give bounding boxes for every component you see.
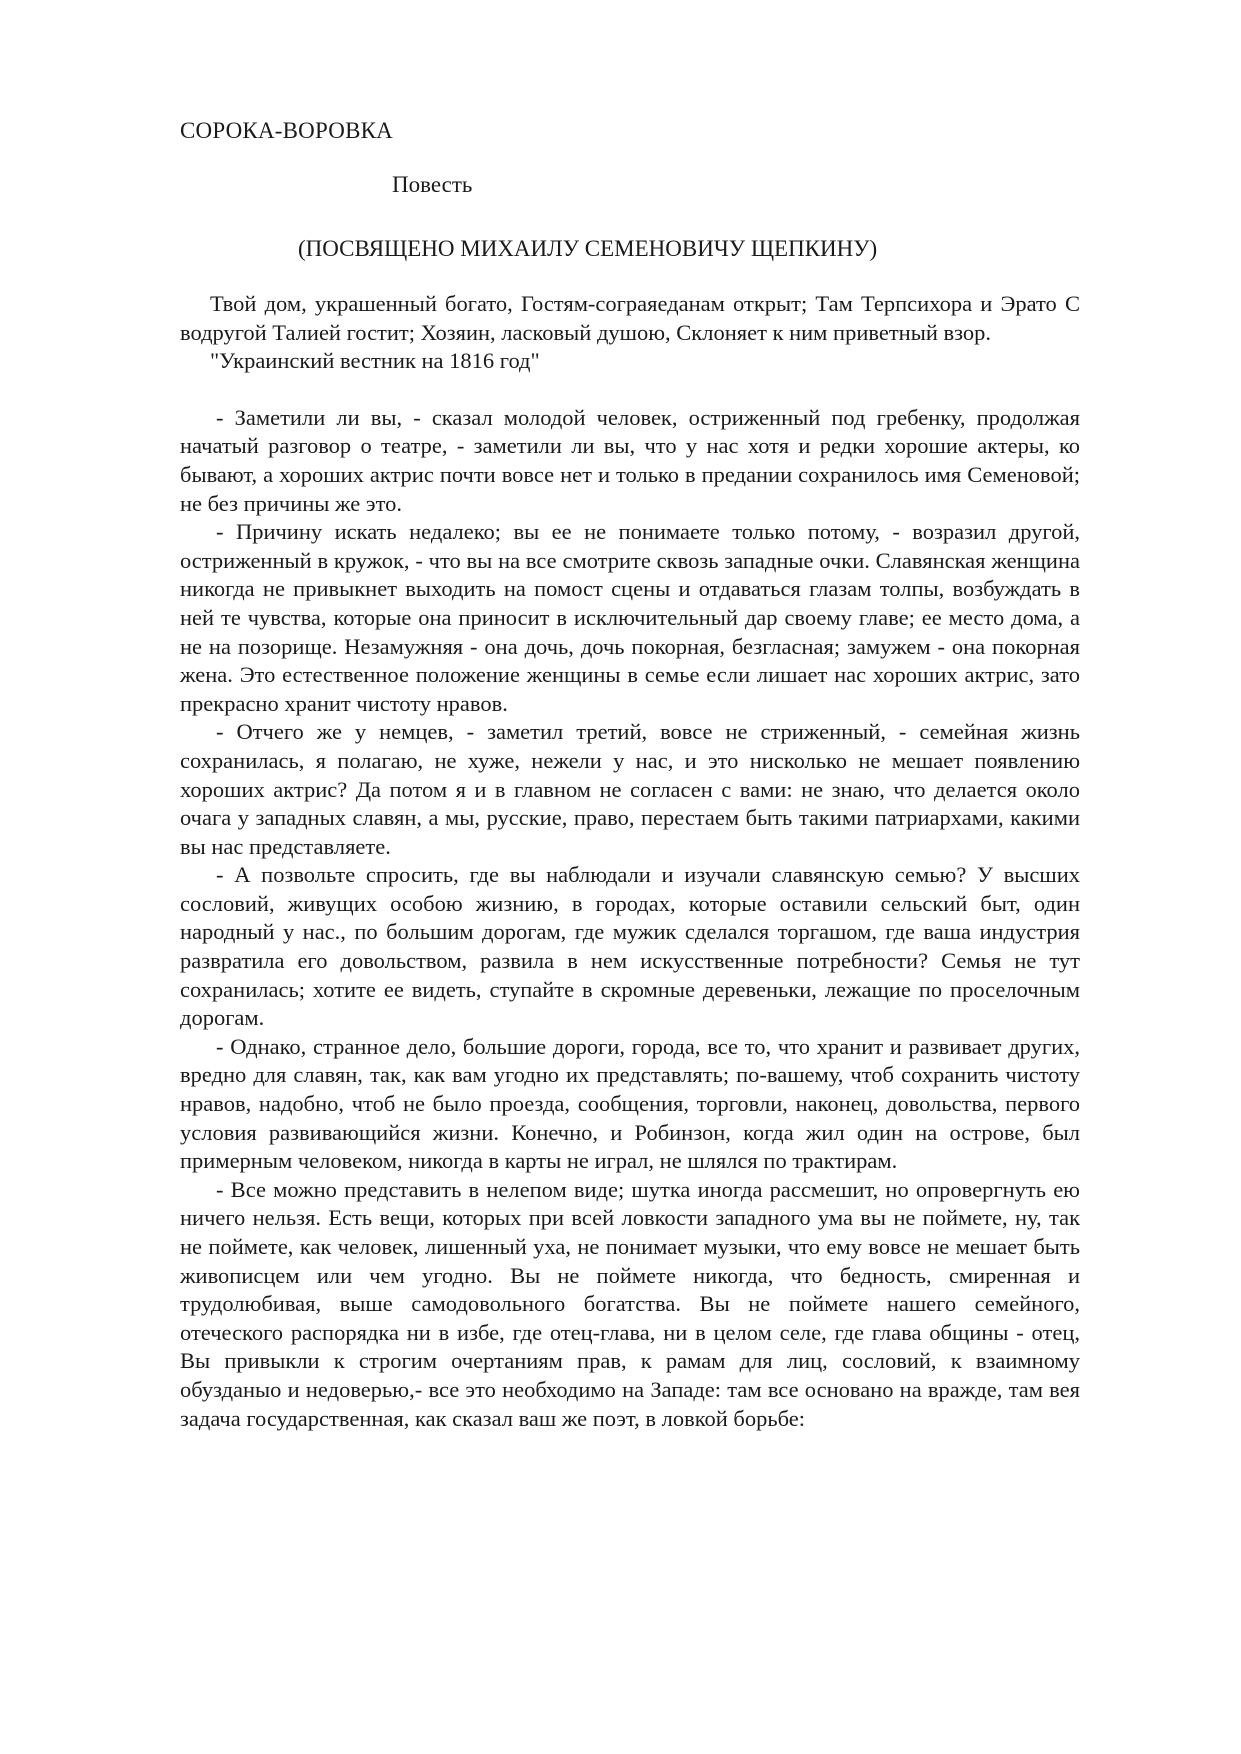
paragraph: - Отчего же у немцев, - заметил третий, вовсе не стриженный, - семейная жизнь сохранилась, я полагаю, не хуже, нежели у нас, и это нисколько не мешает появлению хороших актрис? Да потом я и в главном не согласен с вами: не знаю, что делается около очага у западных славян, а мы, русские, право, перестаем быть такими патриархами, какими вы нас представляете. (180, 719, 1080, 859)
paragraph: - А позвольте спросить, где вы наблюдали и изучали славянскую семью? У высших сословий, живущих особою жизнию, в городах, которые оставили сельский быт, один народный у нас., по большим дорогам, где мужик сделался торгашом, где ваша индустрия развратила его довольством, развила в нем искусственные потребности? Семья не тут сохранилась; хотите ее видеть, ступайте в скромные деревеньки, лежащие по проселочным дорогам. (180, 862, 1080, 1031)
paragraph: - Заметили ли вы, - сказал молодой человек, остриженный под гребенку, продолжая начатый разговор о театре, - заметили ли вы, что у нас хотя и редки хорошие актеры, ко бывают, а хороших актрис почти вовсе нет и только в предании сохранилось имя Семеновой; не без причины же это. (180, 404, 1080, 516)
dedication-line: (ПОСВЯЩЕНО МИХАИЛУ СЕМЕНОВИЧУ ЩЕПКИНУ) (298, 236, 878, 261)
document-subtitle: Повесть (392, 172, 473, 197)
paragraph: - Все можно представить в нелепом виде; шутка иногда рассмешит, но опровергнуть ею ничего нельзя. Есть вещи, которых при всей ловкости западного ума вы не поймете, ну, так не поймете, как человек, лишенный уха, не понимает музыки, что ему вовсе не мешает быть живописцем или чем угодно. Вы не поймете никогда, что бедность, смиренная и трудолюбивая, выше самодовольного богатства. Вы не поймете нашего семейного, отеческого распорядка ни в избе, где отец-глава, ни в целом селе, где глава общины - отец, Вы привыкли к строгим очертаниям прав, к рамам для лиц, сословий, к взаимному обузданыо и недоверью,- все это необходимо на Западе: там все основано на вражде, там вея задача государственная, как сказал ваш же поэт, в ловкой борьбе: (180, 1176, 1080, 1431)
epigraph-source: "Украинский вестник на 1816 год" (210, 348, 540, 374)
epigraph-text: Твой дом, украшенный богато, Гостям-сограяеданам открыт; Там Терпсихора и Эрато С водругой Талией гостит; Хозяин, ласковый душою, Склоняет к ним приветный взор. (180, 291, 1080, 345)
document-page (180, 116, 1080, 1433)
story-body (180, 404, 1080, 1433)
epigraph (180, 290, 1080, 376)
paragraph: - Причину искать недалеко; вы ее не понимаете только потому, - возразил другой, остриженный в кружок, - что вы на все смотрите сквозь западные очки. Славянская женщина никогда не привыкнет выходить на помост сцены и отдаваться глазам толпы, возбуждать в ней те чувства, которые она приносит в исключительный дар своему главе; ее место дома, а не на позорище. Незамужняя - она дочь, дочь покорная, безгласная; замужем - она покорная жена. Это естественное положение женщины в семье если лишает нас хороших актрис, зато прекрасно хранит чистоту нравов. (180, 519, 1080, 716)
paragraph: - Однако, странное дело, большие дороги, города, все то, что хранит и развивает других, вредно для славян, так, как вам угодно их представлять; по-вашему, чтоб сохранить чистоту нравов, надобно, чтоб не было проезда, сообщения, торговли, наконец, довольства, первого условия развивающийся жизни. Конечно, и Робинзон, когда жил один на острове, был примерным человеком, никогда в карты не играл, не шлялся по трактирам. (180, 1033, 1080, 1174)
document-title: СОРОКА-ВОРОВКА (180, 118, 393, 143)
